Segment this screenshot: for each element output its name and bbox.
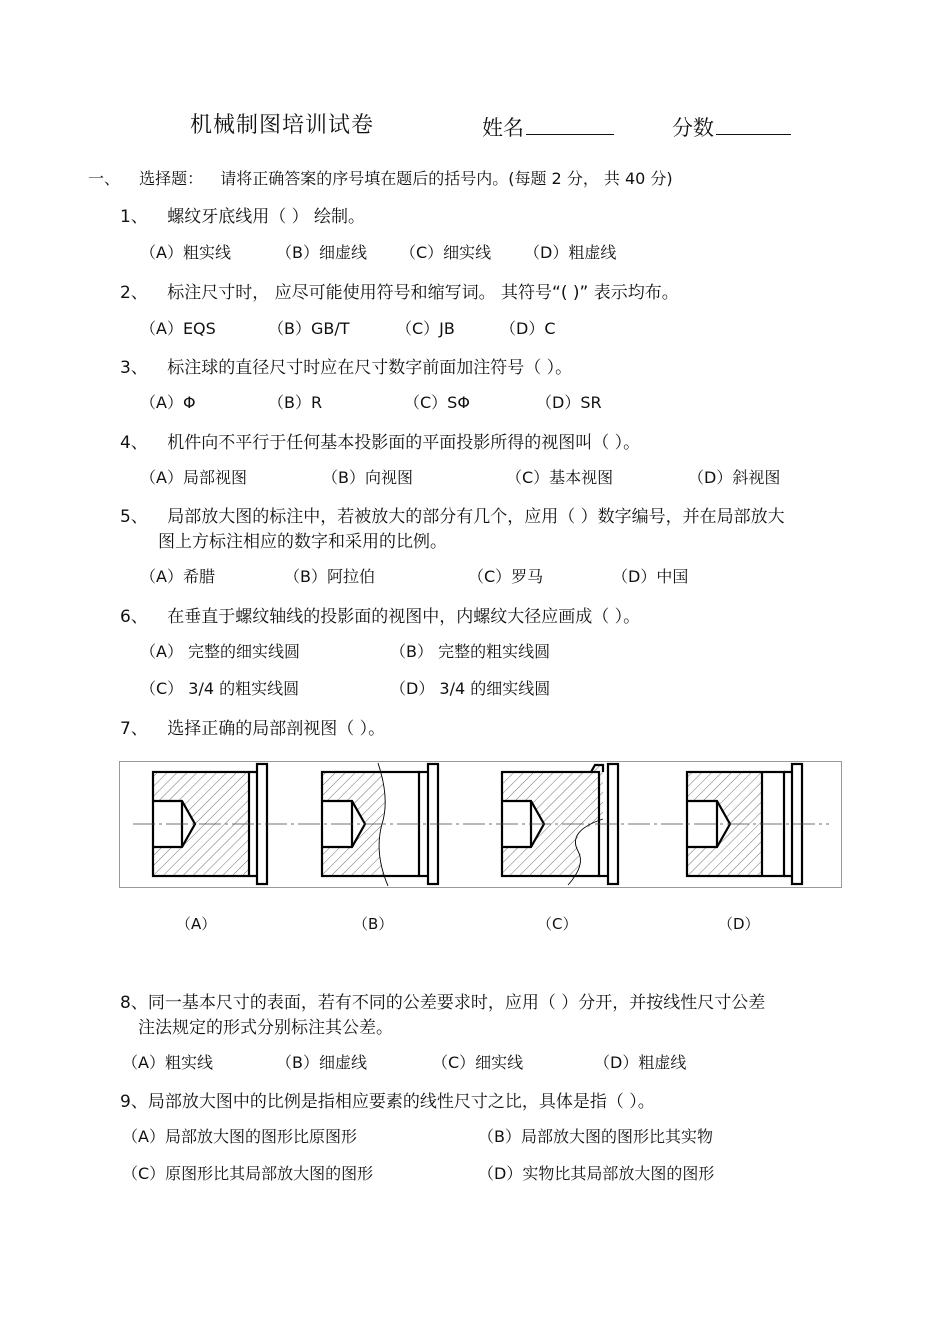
q6-option-c[interactable]: （C） 3/4 的粗实线圆	[140, 679, 300, 698]
section-instruction: 请将正确答案的序号填在题后的括号内。(每题 2 分， 共 40 分)	[220, 169, 673, 188]
question-number: 9、	[120, 1092, 148, 1112]
question-2	[120, 278, 679, 303]
question-number: 4、	[120, 433, 148, 453]
q5-option-a[interactable]: （A）希腊	[140, 567, 215, 586]
figure-caption-d: （D）	[718, 915, 760, 933]
score-field[interactable]	[672, 112, 791, 142]
question-number: 6、	[120, 607, 148, 627]
question-number: 8、	[120, 993, 148, 1013]
q3-option-a[interactable]: （A）Φ	[140, 393, 196, 412]
question-5	[120, 502, 785, 527]
q1-option-b[interactable]: （B）细虚线	[276, 243, 367, 262]
figure-caption-b: （B）	[353, 915, 394, 933]
figure-caption-c: （C）	[537, 915, 578, 933]
page-title: 机械制图培训试卷	[190, 113, 375, 138]
question-8-continued: 注法规定的形式分别标注其公差。	[138, 1018, 393, 1038]
q2-option-b[interactable]: （B）GB/T	[268, 319, 350, 338]
question-3	[120, 353, 572, 378]
question-text: 选择正确的局部剖视图（ ）。	[167, 719, 386, 739]
q5-option-b[interactable]: （B）阿拉伯	[284, 567, 375, 586]
q4-option-b[interactable]: （B）向视图	[322, 468, 413, 487]
section-view-figure	[119, 761, 842, 888]
name-blank[interactable]	[526, 116, 614, 135]
question-1	[120, 202, 365, 227]
question-5-continued: 图上方标注相应的数字和采用的比例。	[158, 532, 447, 552]
q9-option-a[interactable]: （A）局部放大图的图形比原图形	[122, 1127, 357, 1146]
q6-option-d[interactable]: （D） 3/4 的细实线圆	[390, 679, 551, 698]
q3-option-b[interactable]: （B）R	[268, 393, 323, 412]
name-label: 姓名	[482, 116, 524, 140]
q9-option-c[interactable]: （C）原图形比其局部放大图的图形	[122, 1164, 374, 1183]
figure-caption-a: （A）	[176, 915, 217, 933]
q4-option-d[interactable]: （D）斜视图	[688, 468, 781, 487]
drawing-c[interactable]	[502, 764, 618, 885]
score-label: 分数	[672, 116, 714, 140]
drawing-b[interactable]	[322, 763, 438, 886]
question-number: 1、	[120, 207, 148, 227]
q3-option-d[interactable]: （D）SR	[536, 393, 602, 412]
q4-option-c[interactable]: （C）基本视图	[506, 468, 614, 487]
q8-option-b[interactable]: （B）细虚线	[276, 1053, 367, 1072]
question-text: 标注尺寸时， 应尽可能使用符号和缩写词。 其符号“( )” 表示均布。	[167, 283, 679, 303]
q8-option-a[interactable]: （A）粗实线	[122, 1053, 213, 1072]
q9-option-b[interactable]: （B）局部放大图的图形比其实物	[478, 1127, 713, 1146]
section-number: 一、	[88, 169, 121, 188]
question-text: 局部放大图中的比例是指相应要素的线性尺寸之比，具体是指（ ）。	[147, 1092, 655, 1112]
q6-option-b[interactable]: （B） 完整的粗实线圆	[390, 642, 551, 661]
q2-option-a[interactable]: （A）EQS	[140, 319, 216, 338]
q1-option-c[interactable]: （C）细实线	[400, 243, 492, 262]
q3-option-c[interactable]: （C）SΦ	[404, 393, 470, 412]
q2-option-c[interactable]: （C）JB	[396, 319, 455, 338]
question-number: 5、	[120, 507, 148, 527]
question-8	[120, 988, 765, 1013]
question-7	[120, 714, 385, 739]
question-6	[120, 602, 640, 627]
question-number: 2、	[120, 283, 148, 303]
q1-option-a[interactable]: （A）粗实线	[140, 243, 231, 262]
q9-option-d[interactable]: （D）实物比其局部放大图的图形	[478, 1164, 715, 1183]
question-text: 局部放大图的标注中，若被放大的部分有几个，应用（ ）数字编号，并在局部放大	[167, 507, 785, 527]
q4-option-a[interactable]: （A）局部视图	[140, 468, 247, 487]
question-text: 机件向不平行于任何基本投影面的平面投影所得的视图叫（ ）。	[167, 433, 641, 453]
section-heading	[88, 166, 673, 189]
q8-option-c[interactable]: （C）细实线	[432, 1053, 524, 1072]
question-number: 3、	[120, 358, 148, 378]
q2-option-d[interactable]: （D）C	[500, 319, 556, 338]
question-text: 同一基本尺寸的表面，若有不同的公差要求时，应用（ ）分开，并按线性尺寸公差	[147, 993, 766, 1013]
question-4	[120, 428, 640, 453]
question-text: 在垂直于螺纹轴线的投影面的视图中，内螺纹大径应画成（ ）。	[167, 607, 641, 627]
q6-option-a[interactable]: （A） 完整的细实线圆	[140, 642, 301, 661]
question-text: 标注球的直径尺寸时应在尺寸数字前面加注符号（ ）。	[167, 358, 573, 378]
question-9	[120, 1087, 655, 1112]
q5-option-c[interactable]: （C）罗马	[468, 567, 544, 586]
q5-option-d[interactable]: （D）中国	[612, 567, 689, 586]
score-blank[interactable]	[716, 116, 791, 135]
name-field[interactable]	[482, 112, 614, 142]
question-number: 7、	[120, 719, 148, 739]
question-text: 螺纹牙底线用（ ） 绘制。	[167, 207, 366, 227]
q1-option-d[interactable]: （D）粗虚线	[524, 243, 617, 262]
q8-option-d[interactable]: （D）粗虚线	[594, 1053, 687, 1072]
section-title: 选择题：	[139, 169, 204, 188]
